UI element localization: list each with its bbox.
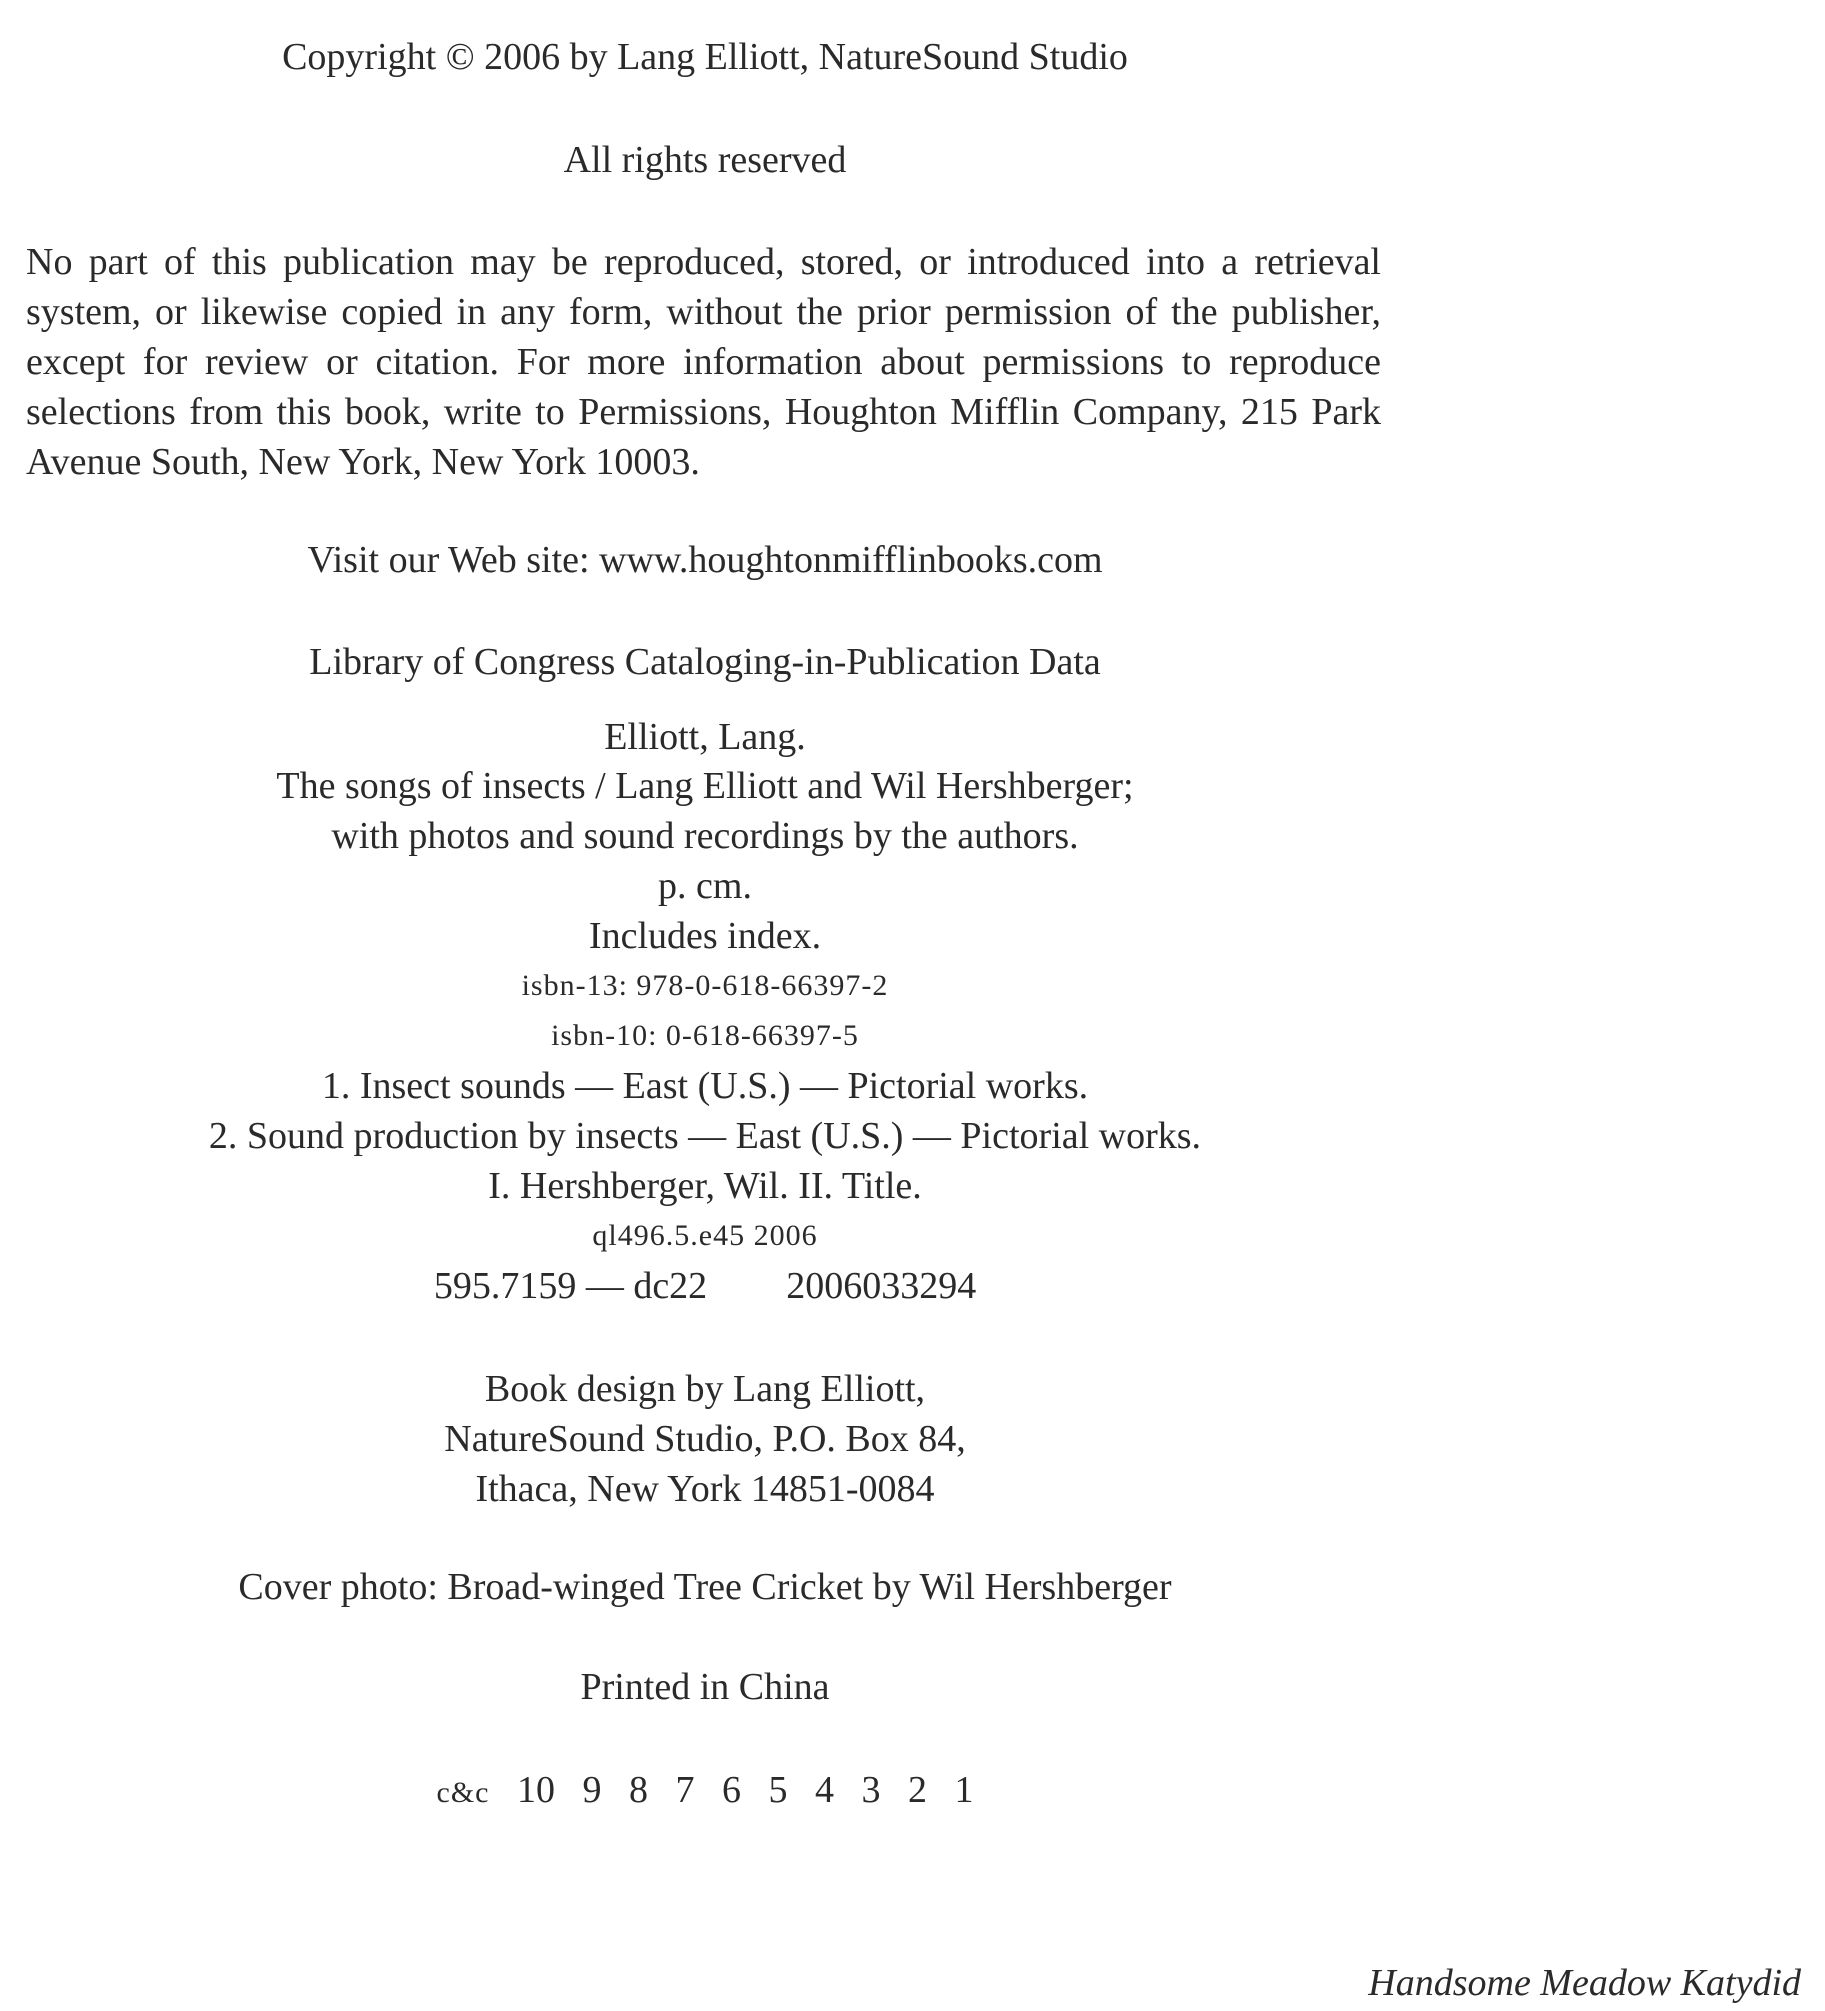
rights-line: All rights reserved: [563, 139, 847, 181]
printing-line: [0, 1765, 1410, 1818]
design-line-1: Book design by Lang Elliott,: [484, 1368, 926, 1410]
copyright-line: Copyright © 2006 by Lang Elliott, NatureSound Studio: [282, 36, 1128, 78]
print-number: 5: [768, 1769, 788, 1811]
cip-heading: Library of Congress Cataloging-in-Publication Data: [309, 641, 1101, 683]
print-number: 7: [675, 1769, 695, 1811]
cip-subject-2: 2. Sound production by insects — East (U.S.) — Pictorial works.: [208, 1115, 1202, 1157]
print-number: 3: [861, 1769, 881, 1811]
reproduction-notice: No part of this publication may be reproduced, stored, or introduced into a retrieval system, or likewise copied in any form, without the prior permission of the publisher, except for review or citation. For more information about permissions to reproduce selections from this book, write to Permissions, Houghton Mifflin Company, 215 Park Avenue South, New York, New York 10003.: [26, 241, 1381, 483]
cip-title-line-1: The songs of insects / Lang Elliott and Wil Hershberger;: [276, 765, 1134, 807]
cip-added-entries: I. Hershberger, Wil. II. Title.: [488, 1165, 922, 1207]
cip-pcm: p. cm.: [658, 865, 752, 907]
photo-caption: Handsome Meadow Katydid: [1368, 1962, 1801, 2004]
cip-isbn13: isbn-13: 978-0-618-66397-2: [521, 969, 889, 1002]
cip-lccn: 2006033294: [786, 1265, 977, 1307]
cip-dewey: 595.7159 — dc22: [433, 1265, 708, 1307]
cover-photo-credit: Cover photo: Broad-winged Tree Cricket by Wil Hershberger: [238, 1566, 1172, 1608]
cip-lc-class: ql496.5.e45 2006: [592, 1219, 818, 1252]
website-line: Visit our Web site: www.houghtonmifflinbooks.com: [307, 539, 1103, 581]
cip-isbn10: isbn-10: 0-618-66397-5: [551, 1019, 859, 1052]
cip-dewey-row: [0, 1261, 1410, 1311]
print-number: 10: [516, 1769, 555, 1811]
print-number: 6: [721, 1769, 741, 1811]
cip-author: Elliott, Lang.: [604, 716, 806, 758]
design-line-2: NatureSound Studio, P.O. Box 84,: [444, 1418, 966, 1460]
printed-in: Printed in China: [580, 1666, 830, 1708]
cip-subject-1: 1. Insect sounds — East (U.S.) — Pictorial works.: [321, 1065, 1089, 1107]
print-number: 2: [907, 1769, 927, 1811]
print-number: 9: [582, 1769, 602, 1811]
cip-title-line-2: with photos and sound recordings by the authors.: [331, 815, 1079, 857]
cip-index: Includes index.: [588, 915, 822, 957]
print-number: 1: [954, 1769, 974, 1811]
print-number: 4: [814, 1769, 834, 1811]
printer-code: c&c: [436, 1776, 490, 1809]
design-line-3: Ithaca, New York 14851-0084: [475, 1468, 935, 1510]
print-number: 8: [628, 1769, 648, 1811]
